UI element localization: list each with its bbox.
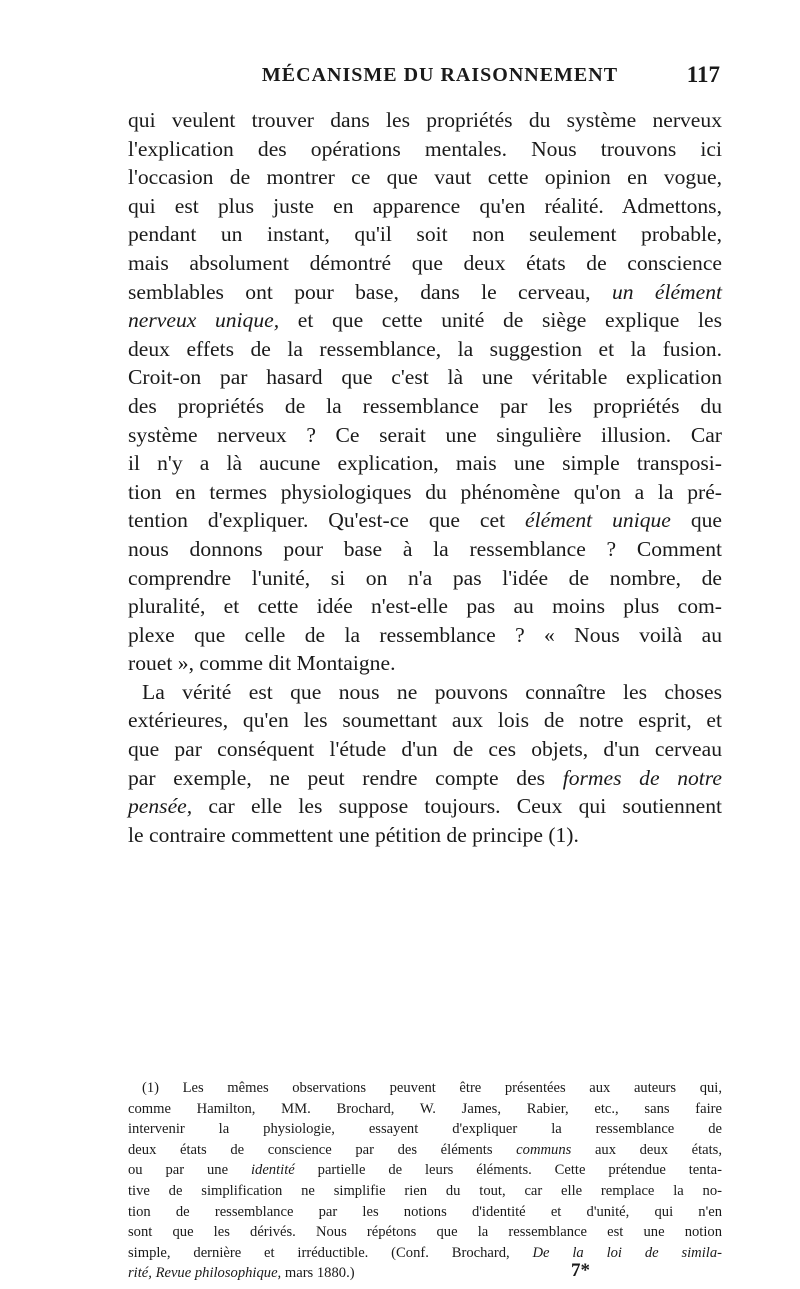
text-segment: et que cette unité de siège explique les — [297, 308, 722, 333]
text-line: nous donnons pour base à la ressemblance ? Comment — [128, 536, 722, 561]
text-segment: partielle de leurs éléments. Cette prétendue tenta- — [317, 1162, 722, 1179]
italic-segment: élément unique — [525, 508, 671, 533]
text-line: que par conséquent l'étude d'un de ces objets, d'un cerveau — [128, 737, 722, 762]
text-segment: par exemple, ne peut rendre compte des — [128, 765, 546, 790]
text-segment: que — [690, 508, 722, 533]
italic-segment: rité, Revue philosophique, — [128, 1265, 282, 1282]
italic-segment: pensée, — [128, 794, 193, 819]
signature-mark: 7* — [571, 1260, 590, 1281]
text-line: pendant un instant, qu'il soit non seulement probable, — [128, 222, 722, 247]
text-segment: aux deux états, — [594, 1141, 722, 1158]
footnote-line: intervenir la physiologie, essayent d'expliquer la ressemblance de — [128, 1121, 722, 1138]
text-line: l'occasion de montrer ce que vaut cette opinion en vogue, — [128, 165, 722, 190]
text-line — [128, 306, 722, 335]
text-line: qui est plus juste en apparence qu'en réalité. Admettons, — [128, 193, 722, 218]
footnote-line — [128, 1243, 722, 1264]
text-line: Croit-on par hasard que c'est là une véritable explication — [128, 365, 722, 390]
text-line: pluralité, et cette idée n'est-elle pas au moins plus com- — [128, 594, 722, 619]
text-segment: simple, dernière et irréductible. (Conf. Brochard, — [128, 1244, 510, 1261]
text-segment: deux états de conscience par des éléments — [128, 1141, 493, 1158]
body-text — [128, 106, 722, 849]
italic-segment: formes de notre — [562, 765, 722, 790]
text-line: système nerveux ? Ce serait une singulière illusion. Car — [128, 422, 722, 447]
footnote-line — [128, 1263, 722, 1284]
text-line: comprendre l'unité, si on n'a pas l'idée de nombre, de — [128, 565, 722, 590]
italic-segment: identité — [250, 1162, 295, 1179]
text-line: tion en termes physiologiques du phénomène qu'on a la pré- — [128, 479, 722, 504]
text-line: plexe que celle de la ressemblance ? « Nous voilà au — [128, 622, 722, 647]
text-segment: semblables ont pour base, dans le cerveau, — [128, 279, 591, 304]
text-line — [128, 792, 722, 821]
text-line: l'explication des opérations mentales. Nous trouvons ici — [128, 136, 722, 161]
text-line — [128, 764, 722, 793]
footnote-line — [128, 1160, 722, 1181]
text-line — [128, 278, 722, 307]
text-segment: mars 1880.) — [284, 1265, 355, 1282]
footnote — [128, 1078, 722, 1284]
text-line: extérieures, qu'en les soumettant aux lois de notre esprit, et — [128, 708, 722, 733]
text-line: La vérité est que nous ne pouvons connaître les choses — [142, 679, 722, 704]
italic-segment: nerveux unique, — [128, 308, 280, 333]
text-line: deux effets de la ressemblance, la suggestion et la fusion. — [128, 336, 722, 361]
footnote-line: tive de simplification ne simplifie rien du tout, car elle remplace la no- — [128, 1182, 722, 1199]
italic-segment: communs — [516, 1141, 572, 1158]
text-line: le contraire commettent une pétition de principe (1). — [128, 822, 579, 847]
footnote-line: tion de ressemblance par les notions d'identité et d'unité, qui n'en — [128, 1203, 722, 1220]
footnote-line — [128, 1140, 722, 1161]
text-line: des propriétés de la ressemblance par les propriétés du — [128, 393, 722, 418]
page-header — [160, 64, 720, 92]
text-line: mais absolument démontré que deux états de conscience — [128, 250, 722, 275]
text-line: rouet », comme dit Montaigne. — [128, 651, 396, 676]
text-line: qui veulent trouver dans les propriétés du système nerveux — [128, 108, 722, 132]
page-number: 117 — [686, 62, 720, 87]
italic-segment: De la loi de simila- — [532, 1244, 722, 1261]
text-segment: car elle les suppose toujours. Ceux qui soutiennent — [208, 794, 722, 819]
text-segment: tention d'expliquer. Qu'est-ce que cet — [128, 508, 506, 533]
footnote-line: (1) Les mêmes observations peuvent être présentées aux auteurs qui, — [142, 1080, 722, 1096]
footnote-line: sont que les dérivés. Nous répétons que la ressemblance est une notion — [128, 1224, 722, 1241]
running-title: MÉCANISME DU RAISONNEMENT — [261, 64, 619, 86]
text-segment: ou par une — [128, 1162, 229, 1179]
text-line: il n'y a là aucune explication, mais une simple transposi- — [128, 451, 722, 476]
footnote-line: comme Hamilton, MM. Brochard, W. James, Rabier, etc., sans faire — [128, 1100, 722, 1117]
italic-segment: un élément — [611, 279, 723, 304]
text-line — [128, 506, 722, 535]
